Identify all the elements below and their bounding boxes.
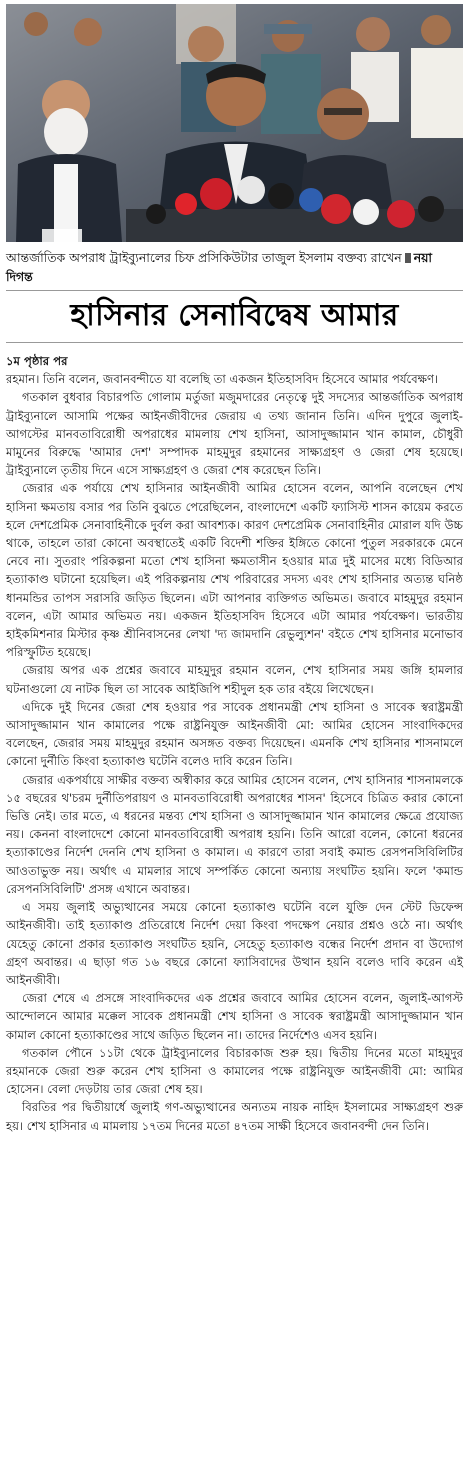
- divider-line: [6, 342, 463, 343]
- photo-illustration: [6, 4, 463, 242]
- caption-source: নয়া দিগন্ত: [6, 250, 432, 284]
- continued-label: ১ম পৃষ্ঠার পর: [6, 354, 68, 368]
- headline: হাসিনার সেনাবিদ্বেষ আমার: [70, 298, 399, 333]
- photo-caption: [6, 248, 463, 286]
- caption-separator: [405, 253, 411, 263]
- paragraph: গতকাল পৌনে ১১টা থেকে ট্রাইব্যুনালের বিচারকাজ শুরু হয়। দ্বিতীয় দিনের মতো মাহমুদুর রহমানকে জেরা শুরু করেন শেখ হাসিনা ও কামালের পক্ষে রাষ্ট্রনিযুক্ত আইনজীবী মো: আমির হোসেন। বেলা দেড়টায় তার জেরা শেষ হয়।: [6, 1045, 463, 1097]
- article-body: [6, 352, 463, 1135]
- paragraph: জেরা শেষে এ প্রসঙ্গে সাংবাদিকদের এক প্রশ্নের জবাবে আমির হোসেন বলেন, জুলাই-আগস্ট আন্দোলনে আমার মক্কেল সাবেক প্রধানমন্ত্রী শেখ হাসিনা ও সাবেক স্বরাষ্ট্রমন্ত্রী আসাদুজ্জামান খান কামাল কোনো হত্যাকাণ্ডের সাথে জড়িত ছিলেন না। তাদের নির্দেশেও এসব হয়নি।: [6, 991, 463, 1042]
- paragraph: জেরায় অপর এক প্রশ্নের জবাবে মাহমুদুর রহমান বলেন, শেখ হাসিনার সময় জঙ্গি হামলার ঘটনাগুলো যে নাটক ছিল তা সাবেক আইজিপি শহীদুল হক তার বইয়ে লিখেছেন।: [6, 663, 463, 696]
- paragraph: জেরার এক পর্যায়ে শেখ হাসিনার আইনজীবী আমির হোসেন বলেন, আপনি বলেছেন শেখ হাসিনা ক্ষমতায় বসার পর তিনি বুঝতে পেরেছিলেন, বাংলাদেশে একটি ফ্যাসিস্ট শাসন কায়েম করতে হলে দেশপ্রেমিক সেনাবাহিনীকে দুর্বল করা আবশ্যক। কারণ দেশপ্রেমিক সেনাবাহিনীর মোরাল যদি উচ্চ থাকে, তাহলে তারা কোনো অবস্থাতেই একটি বিদেশী শক্তির ইঙ্গিতে কোনো পুতুল সরকারকে মেনে নেবে না। সুতরাং পরিকল্পনা মতো শেখ হাসিনা ক্ষমতাসীন হওয়ার মাত্র দুই মাসের মধ্যে বিডিআর হত্যাকাণ্ড ঘটানো হয়েছিল। এই পরিকল্পনায় শেখ পরিবারের সদস্য এবং শেখ হাসিনার অত্যন্ত ঘনিষ্ঠ ধানমন্ডির তাপস সরাসরি জড়িত ছিলেন। এটা আপনার ব্যক্তিগত অভিমত। জবাবে মাহমুদুর রহমান বলেন, এটা আমার অভিমত নয়। একজন ইতিহাসবিদ হিসেবে এটা আমার পর্যবেক্ষণ। ভারতীয় হাইকমিশনার মিস্টার কৃষ্ণ শ্রীনিবাসনের লেখা 'দ্য জামদানি রেভুল্যুশন' বইতে শেখ হাসিনার মনোভাব পরিস্ফুটিত হয়েছে।: [6, 481, 463, 660]
- paragraph: বিরতির পর দ্বিতীয়ার্ধে জুলাই গণ-অভ্যুত্থানের অন্যতম নায়ক নাহিদ ইসলামের সাক্ষ্যগ্রহণ শুরু হয়। শেখ হাসিনার এ মামলায় ১৭তম দিনের মতো ৪৭তম সাক্ষী হিসেবে জবানবন্দী দেন তিনি।: [6, 1100, 463, 1133]
- caption-text: আন্তর্জাতিক অপরাধ ট্রাইব্যুনালের চিফ প্রসিকিউটার তাজুল ইসলাম বক্তব্য রাখেন: [6, 250, 402, 265]
- paragraph: গতকাল বুধবার বিচারপতি গোলাম মর্তুজা মজুমদারের নেতৃত্বে দুই সদস্যের আন্তর্জাতিক অপরাধ ট্রাইব্যুনালে আসামি পক্ষের আইনজীবীদের জেরায় এ তথ্য জানান তিনি। এদিন দুপুরে জুলাই-আগস্টের মানবতাবিরোধী অপরাধের মামলায় শেখ হাসিনা, আসাদুজ্জামান খান কামাল, চৌধুরী মামুনের বিরুদ্ধে 'আমার দেশ' সম্পাদক মাহমুদুর রহমানের সাক্ষ্যগ্রহণ ও জেরা শেষ হয়েছে। ট্রাইব্যুনালে তৃতীয় দিনে এসে সাক্ষ্যগ্রহণ ও জেরা শেষ করেছেন তিনি।: [6, 390, 463, 478]
- paragraph: এ সময় জুলাই অভ্যুত্থানের সময়ে কোনো হত্যাকাণ্ড ঘটেনি বলে যুক্তি দেন স্টেট ডিফেন্স আইনজীবী। তাই হত্যাকাণ্ড প্রতিরোধে নির্দেশ দেয়া কিংবা পদক্ষেপ নেয়ার প্রশ্নও ওঠে না। অর্থাৎ যেহেতু কোনো প্রকার হত্যাকাণ্ড সংঘটিত হয়নি, সেহেতু হত্যাকাণ্ড বন্ধের নির্দেশ প্রদান বা উদ্যোগ গ্রহণ অবান্তর। এ ছাড়া গত ১৬ বছরে কোনো ফ্যাসিবাদের উত্থান হয়নি বলেও দাবি করেন এই আইনজীবী।: [6, 900, 463, 987]
- press-briefing-photo: [6, 4, 463, 242]
- paragraph: জেরার একপর্যায়ে সাক্ষীর বক্তব্য অস্বীকার করে আমির হোসেন বলেন, শেখ হাসিনার শাসনামলকে ১৫ বছরের থ'চরম দুর্নীতিপরায়ণ ও মানবতাবিরোধী অপরাধের শাসন' হিসেবে চিত্রিত করার কোনো ভিত্তি নেই। তার মতে, এ ধরনের মন্তব্য শেখ হাসিনা ও আসাদুজ্জামান খান কামালের ক্ষেত্রে প্রযোজ্য নয়। কেননা বাংলাদেশে কোনো মানবতাবিরোধী অপরাধ হয়নি। তিনি আরো বলেন, কোনো ধরনের হত্যাকাণ্ডের নির্দেশ দেননি শেখ হাসিনা ও কামাল। এ কারণে তারা সবাই কমান্ড রেসপনসিবিলিটির আওতাভুক্ত নয়। অর্থাৎ এ মামলার সাথে সম্পর্কিত কোনো অন্যায় সংঘটিত হয়নি। ফলে 'কমান্ড রেসপনসিবিলিটি' প্রসঙ্গ এখানে অবান্তর।: [6, 772, 464, 896]
- paragraph: এদিকে দুই দিনের জেরা শেষ হওয়ার পর সাবেক প্রধানমন্ত্রী শেখ হাসিনা ও সাবেক স্বরাষ্ট্রমন্ত্রী আসাদুজ্জামান খান কামালের পক্ষে রাষ্ট্রনিযুক্ত আইনজীবী মো: আমির হোসেন সাংবাদিকদের বলেছেন, জেরার সময় মাহমুদুর রহমান অসঙ্গত বক্তব্য দিয়েছেন। এমনকি শেখ হাসিনার শাসনামলে কোনো দুর্নীতি কিংবা হত্যাকাণ্ড ঘটেনি বলেও দাবি করেন তিনি।: [6, 699, 463, 769]
- divider-line: [6, 290, 463, 291]
- paragraph: রহমান। তিনি বলেন, জবানবন্দীতে যা বলেছি তা একজন ইতিহাসবিদ হিসেবে আমার পর্যবেক্ষণ।: [6, 372, 439, 387]
